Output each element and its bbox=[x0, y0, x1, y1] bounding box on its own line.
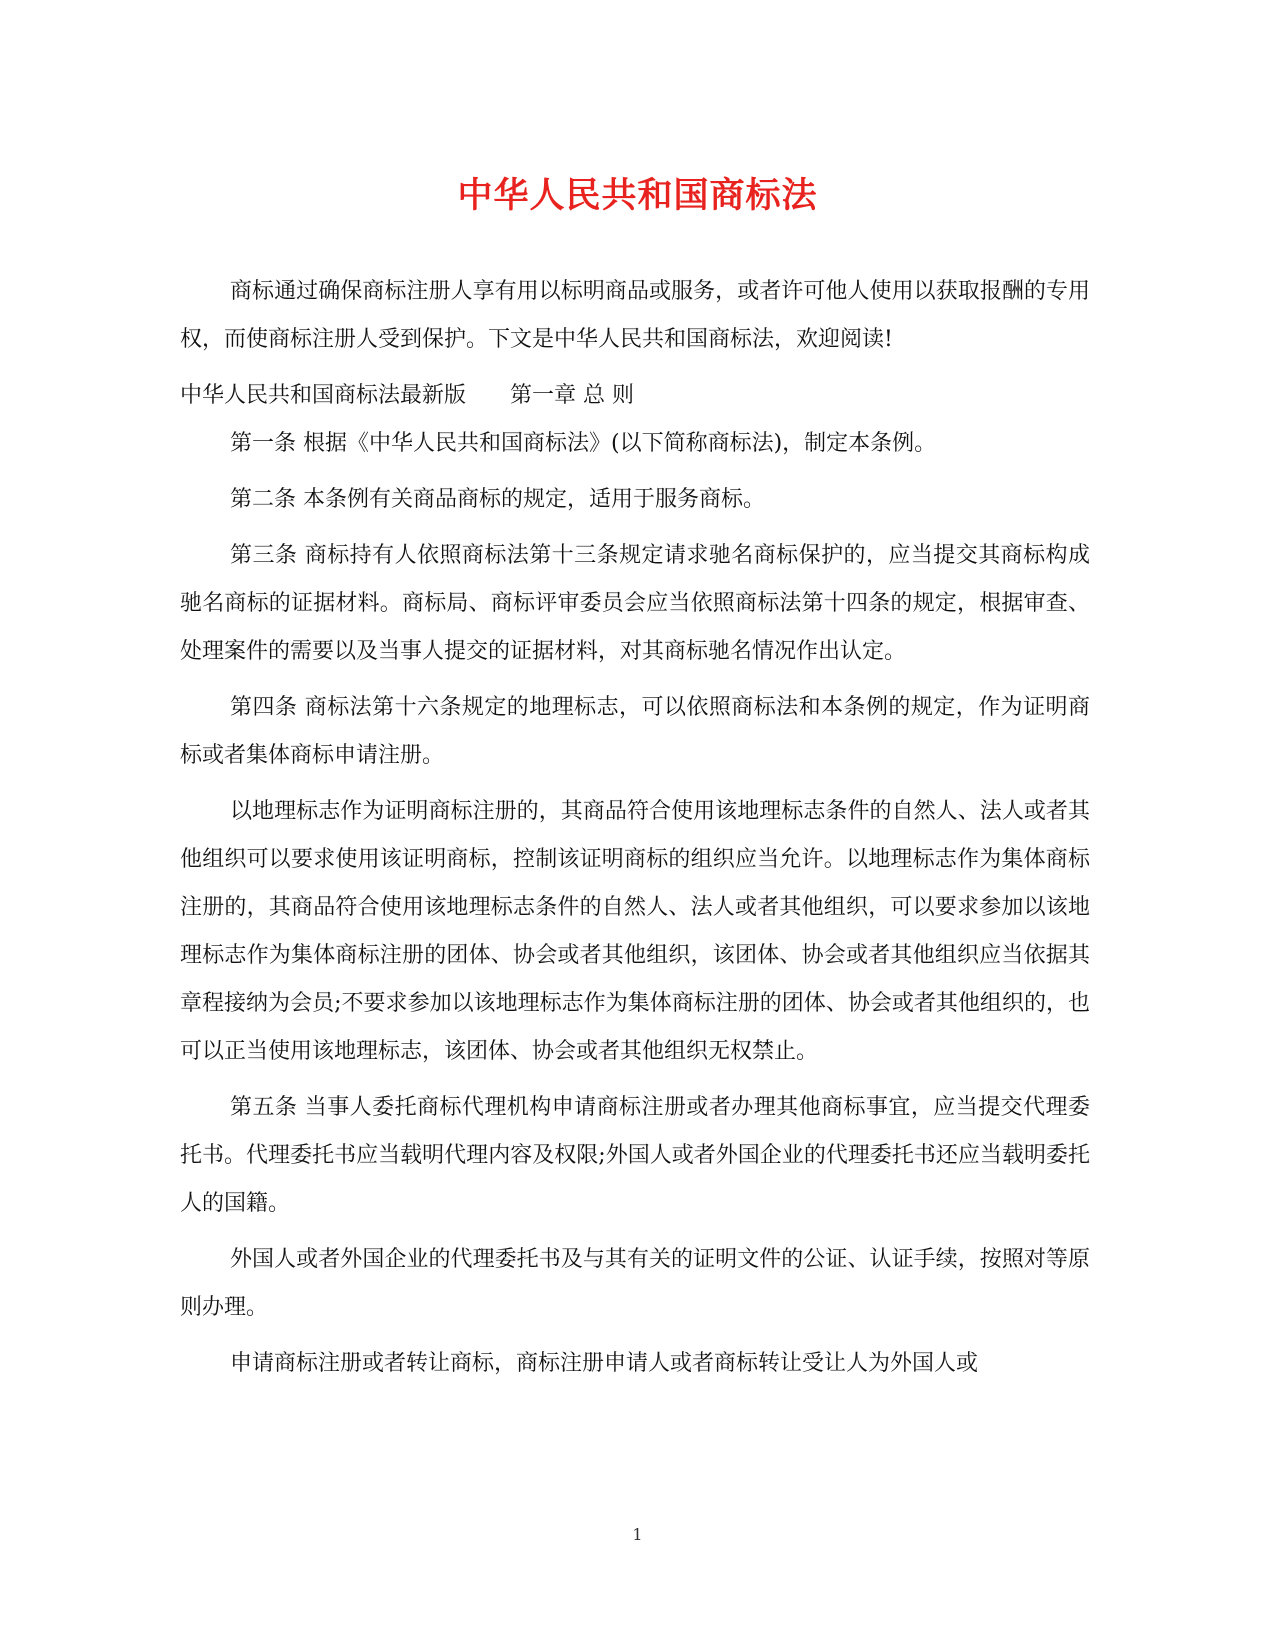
article-4: 第四条 商标法第十六条规定的地理标志，可以依照商标法和本条例的规定，作为证明商标或者集体商标申请注册。 bbox=[180, 695, 1090, 768]
intro-paragraph: 商标通过确保商标注册人享有用以标明商品或服务，或者许可他人使用以获取报酬的专用权，而使商标注册人受到保护。下文是中华人民共和国商标法，欢迎阅读! bbox=[180, 279, 1090, 352]
article-2: 第二条 本条例有关商品商标的规定，适用于服务商标。 bbox=[230, 487, 765, 512]
page-number: 1 bbox=[632, 1525, 643, 1544]
document-body bbox=[180, 268, 1090, 1396]
section-heading bbox=[180, 372, 1090, 420]
law-version-label: 中华人民共和国商标法最新版 bbox=[180, 383, 467, 408]
article-1: 第一条 根据《中华人民共和国商标法》(以下简称商标法)，制定本条例。 bbox=[230, 431, 937, 456]
article-5-paragraph-2: 外国人或者外国企业的代理委托书及与其有关的证明文件的公证、认证手续，按照对等原则办理。 bbox=[180, 1247, 1090, 1320]
chapter-heading: 第一章 总 则 bbox=[510, 383, 635, 408]
article-5-paragraph-3: 申请商标注册或者转让商标，商标注册申请人或者商标转让受让人为外国人或 bbox=[230, 1351, 979, 1376]
document-title: 中华人民共和国商标法 bbox=[457, 175, 818, 216]
article-3: 第三条 商标持有人依照商标法第十三条规定请求驰名商标保护的，应当提交其商标构成驰名商标的证据材料。商标局、商标评审委员会应当依照商标法第十四条的规定，根据审查、处理案件的需要以及当事人提交的证据材料，对其商标驰名情况作出认定。 bbox=[180, 543, 1090, 664]
article-4-paragraph-2: 以地理标志作为证明商标注册的，其商品符合使用该地理标志条件的自然人、法人或者其他组织可以要求使用该证明商标，控制该证明商标的组织应当允许。以地理标志作为集体商标注册的，其商品符合使用该地理标志条件的自然人、法人或者其他组织，可以要求参加以该地理标志作为集体商标注册的团体、协会或者其他组织，该团体、协会或者其他组织应当依据其章程接纳为会员;不要求参加以该地理标志作为集体商标注册的团体、协会或者其他组织的，也可以正当使用该地理标志，该团体、协会或者其他组织无权禁止。 bbox=[180, 799, 1090, 1064]
article-5: 第五条 当事人委托商标代理机构申请商标注册或者办理其他商标事宜，应当提交代理委托书。代理委托书应当载明代理内容及权限;外国人或者外国企业的代理委托书还应当载明委托人的国籍。 bbox=[180, 1095, 1090, 1216]
